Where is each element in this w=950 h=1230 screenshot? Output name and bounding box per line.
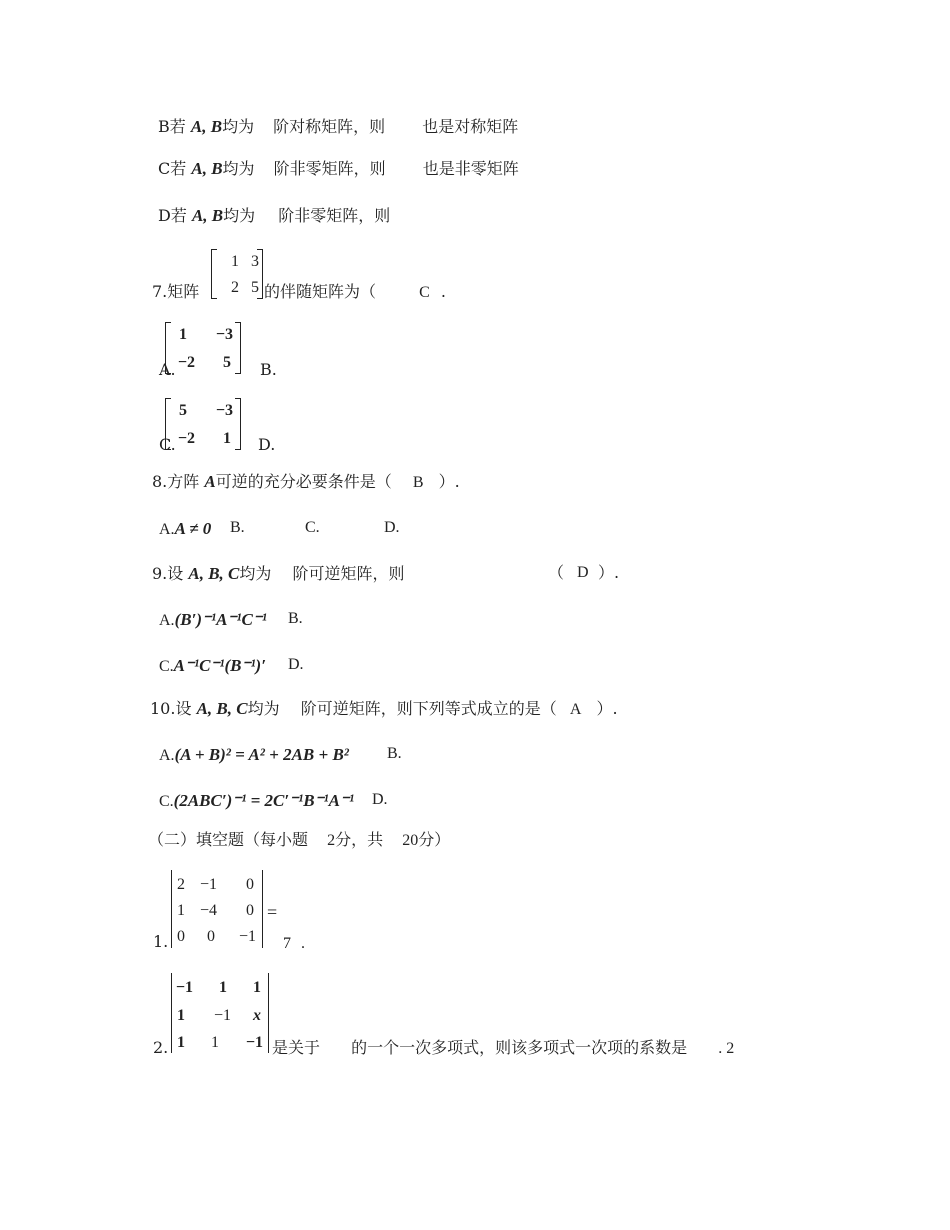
text: 均为 [222,159,255,178]
question-number: 10. [150,699,176,718]
q7-stem-rest [264,284,446,301]
text: 阶可逆矩阵，则下列等式成立的是（ [300,699,557,718]
total-points: 20 [402,832,419,849]
option-label: B [158,117,170,136]
text: 若 [170,206,187,225]
text: 若 [169,117,186,136]
det-bar-right [268,973,269,1053]
det-cell: 0 [246,876,254,893]
text: （二）填空题（每小题 [148,830,309,849]
text: 方阵 [167,472,200,491]
fill1-determinant [171,870,263,948]
matrix-cell: −3 [215,402,233,419]
q9-stem [152,563,620,583]
text: 的一个一次多项式，则该多项式一次项的系数是 [351,1038,688,1057]
option-label: C. [305,519,320,536]
text: 阶非零矩阵，则 [278,206,391,225]
text: 若 [170,159,187,178]
option-label: A. [159,521,175,538]
matrix-cell: 5 [251,279,259,296]
math-vars: A, B [190,117,223,136]
text: 可逆的充分必要条件是（ [215,472,392,491]
det-cell: 1 [177,902,185,919]
fill2-determinant [171,973,269,1053]
matrix-cell: 2 [231,279,239,296]
matrix-cell: 1 [231,253,239,270]
option-label: C. [159,658,174,675]
text: 均为 [223,206,256,225]
det-cell: −1 [238,928,256,945]
option-label: D. [384,519,400,536]
bracket-right [235,322,241,374]
text: 设 [167,564,184,583]
det-cell: −1 [199,876,217,893]
text: . [301,935,305,952]
option-label: B. [288,610,303,627]
q10-stem [150,700,618,718]
math-expr: (2ABC′)⁻¹ = 2C′⁻¹B⁻¹A⁻¹ [173,791,355,810]
fill2-number: 2. [153,1038,169,1057]
math-var: A [204,472,216,491]
math-expr: A⁻¹C⁻¹(B⁻¹)′ [173,656,267,675]
math-vars: A, B [191,206,224,225]
answer: A [569,701,582,718]
question-number: 8. [152,472,168,491]
matrix-cell: −2 [177,430,195,447]
question-number: 9. [152,564,168,583]
fill2-text [272,1040,734,1057]
text: ）. [598,563,620,582]
matrix-cell: 5 [179,402,187,419]
q9-option-c [159,656,304,675]
option-label: C [158,159,171,178]
q7-option-b-label: B. [260,360,277,379]
det-cell: 0 [246,902,254,919]
text: . [440,282,446,301]
matrix-cell: 1 [179,326,187,343]
points: 2 [327,832,336,849]
matrix-cell: −3 [215,326,233,343]
math-vars: A, B [191,159,223,178]
q7-matrix [211,249,263,299]
q6-option-c [158,160,519,177]
option-label: D. [288,656,304,673]
text: ）. [596,699,618,718]
det-cell: −1 [175,979,193,996]
det-cell: 0 [177,928,185,945]
det-cell: 1 [219,979,227,996]
math-expr: A ≠ 0 [174,519,212,538]
q7-stem [152,284,199,300]
text: 是关于 [272,1038,321,1057]
text: 阶可逆矩阵，则 [292,564,405,583]
det-cell: 2 [177,876,185,893]
q7-option-a-label: A. [159,360,176,379]
answer: B [412,474,424,491]
q10-option-c [159,791,388,810]
q8-options [159,519,400,538]
math-expr: (B′)⁻¹A⁻¹C⁻¹ [174,610,267,629]
math-vars: A, B, C [196,699,248,718]
answer: D [577,564,589,581]
det-cell: −1 [245,1034,263,1051]
math-vars: A, B, C [188,564,240,583]
section-heading [148,832,450,849]
text: （ [548,563,565,582]
math-expr: (A + B)² = A² + 2AB + B² [174,745,349,764]
det-cell: 1 [177,1007,185,1024]
fill1-answer [283,936,305,952]
text: 分，共 [335,830,384,849]
q6-option-b [158,118,518,135]
text: 阶对称矩阵，则 [273,117,386,136]
answer: . 2 [718,1040,735,1057]
fill1-equals: = [267,902,278,922]
text: 设 [175,699,192,718]
answer: 7 [283,935,291,952]
q7-option-a-matrix [165,322,241,374]
det-cell: −4 [199,902,217,919]
q10-option-a [159,745,402,764]
text: ）. [438,472,460,491]
text: 阶非零矩阵，则 [273,159,386,178]
matrix-cell: 3 [251,253,259,270]
option-label: C. [159,793,174,810]
option-label: D. [372,791,388,808]
text: 均为 [239,564,272,583]
det-cell: 0 [207,928,215,945]
text: 也是非零矩阵 [422,159,519,178]
fill1-number: 1. [153,932,169,951]
det-cell: 1 [211,1034,219,1051]
matrix-cell: 1 [223,430,231,447]
text: 均为 [222,117,255,136]
det-cell: 1 [177,1034,185,1051]
matrix-cell: −2 [177,354,195,371]
text: 的伴随矩阵为（ [264,282,377,301]
q6-option-d [158,207,390,224]
bracket-right [235,398,241,450]
text: 矩阵 [167,282,200,301]
text: 分） [418,830,451,849]
q7-option-d-label: D. [258,435,276,454]
q7-option-c-matrix [165,398,241,450]
option-label: B. [230,519,245,536]
q7-option-c-label: C. [159,435,176,454]
det-cell: x [253,1007,261,1024]
option-label: A. [159,612,175,629]
text: 也是对称矩阵 [422,117,519,136]
det-cell: 1 [253,979,261,996]
det-bar-right [262,870,263,948]
matrix-cell: 5 [223,354,231,371]
answer: C [419,284,430,301]
option-label: B. [387,745,402,762]
question-number: 7. [152,282,168,301]
text: 均为 [247,699,280,718]
q9-option-a [159,610,303,629]
det-cell: −1 [213,1007,231,1024]
option-label: D [158,206,171,225]
q8-stem [152,473,460,491]
option-label: A. [159,747,175,764]
